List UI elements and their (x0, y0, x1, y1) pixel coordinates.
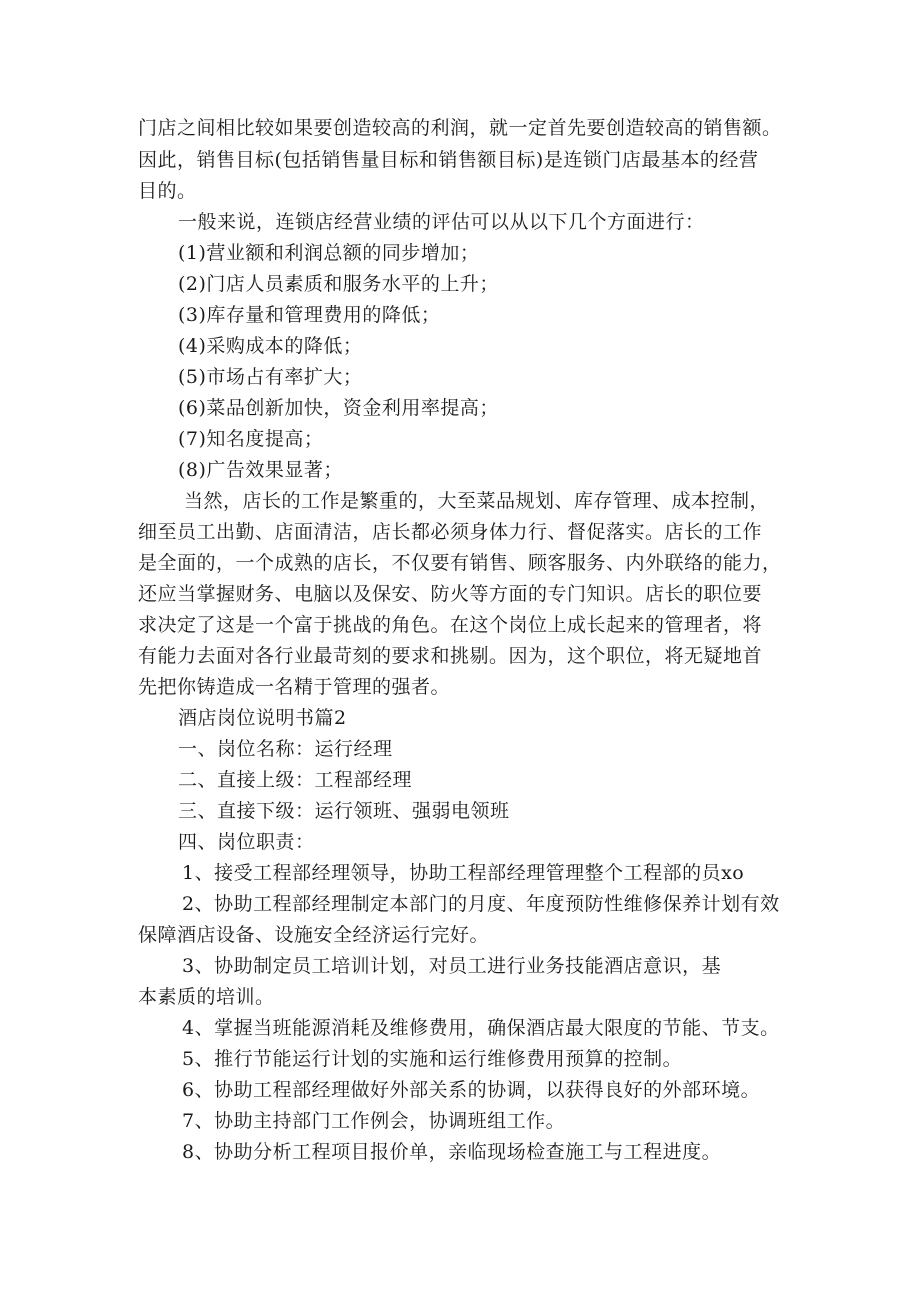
paragraph-line: 保障酒店设备、设施安全经济运行完好。 (138, 924, 490, 946)
paragraph-line: 是全面的，一个成熟的店长，不仅要有销售、顾客服务、内外联络的能力， (138, 552, 782, 574)
paragraph-line: 本素质的培训。 (138, 986, 275, 1008)
list-item: 2、协助工程部经理制定本部门的月度、年度预防性维修保养计划有效 (182, 893, 780, 915)
paragraph-line: 二、直接上级：工程部经理 (178, 769, 413, 791)
section-title: 酒店岗位说明书篇2 (178, 707, 347, 729)
list-item: (8)广告效果显著； (178, 459, 343, 481)
paragraph-line: 因此，销售目标(包括销售量目标和销售额目标)是连锁门店最基本的经营 (138, 149, 759, 171)
paragraph-line: 求决定了这是一个富于挑战的角色。在这个岗位上成长起来的管理者，将 (138, 614, 763, 636)
list-item: 6、协助工程部经理做好外部关系的协调，以获得良好的外部环境。 (182, 1079, 761, 1101)
list-item: (7)知名度提高； (178, 428, 324, 450)
list-item: 4、掌握当班能源消耗及维修费用，确保酒店最大限度的节能、节支。 (182, 1017, 780, 1039)
paragraph-line: 目的。 (138, 180, 197, 202)
paragraph-line: 有能力去面对各行业最苛刻的要求和挑剔。因为，这个职位，将无疑地首 (138, 645, 763, 667)
list-item: 3、协助制定员工培训计划，对员工进行业务技能酒店意识，基 (182, 955, 722, 977)
list-item: (4)采购成本的降低； (178, 335, 363, 357)
paragraph-line: 三、直接下级：运行领班、强弱电领班 (178, 800, 510, 822)
list-item: 8、协助分析工程项目报价单，亲临现场检查施工与工程进度。 (182, 1141, 722, 1163)
paragraph-line: 门店之间相比较如果要创造较高的利润，就一定首先要创造较高的销售额。 (138, 117, 782, 139)
paragraph-line: 还应当掌握财务、电脑以及保安、防火等方面的专门知识。店长的职位要 (138, 583, 763, 605)
list-item: 5、推行节能运行计划的实施和运行维修费用预算的控制。 (182, 1048, 683, 1070)
list-item: 1、接受工程部经理领导，协助工程部经理管理整个工程部的员xo (182, 862, 745, 884)
list-item: (5)市场占有率扩大； (178, 366, 363, 388)
paragraph-line: 细至员工出勤、店面清洁，店长都必须身体力行、督促落实。店长的工作 (138, 521, 763, 543)
paragraph-line: 当然，店长的工作是繁重的，大至菜品规划、库存管理、成本控制， (184, 490, 770, 512)
list-item: (2)门店人员素质和服务水平的上升； (178, 273, 499, 295)
list-item: (6)菜品创新加快，资金利用率提高； (178, 397, 499, 419)
paragraph-line: 先把你铸造成一名精于管理的强者。 (138, 676, 451, 698)
paragraph-line: 四、岗位职责： (178, 831, 315, 853)
list-item: (3)库存量和管理费用的降低； (178, 304, 441, 326)
paragraph-line: 一般来说，连锁店经营业绩的评估可以从以下几个方面进行： (178, 211, 705, 233)
list-item: 7、协助主持部门工作例会，协调班组工作。 (182, 1110, 566, 1132)
paragraph-line: 一、岗位名称：运行经理 (178, 738, 393, 760)
list-item: (1)营业额和利润总额的同步增加； (178, 242, 480, 264)
